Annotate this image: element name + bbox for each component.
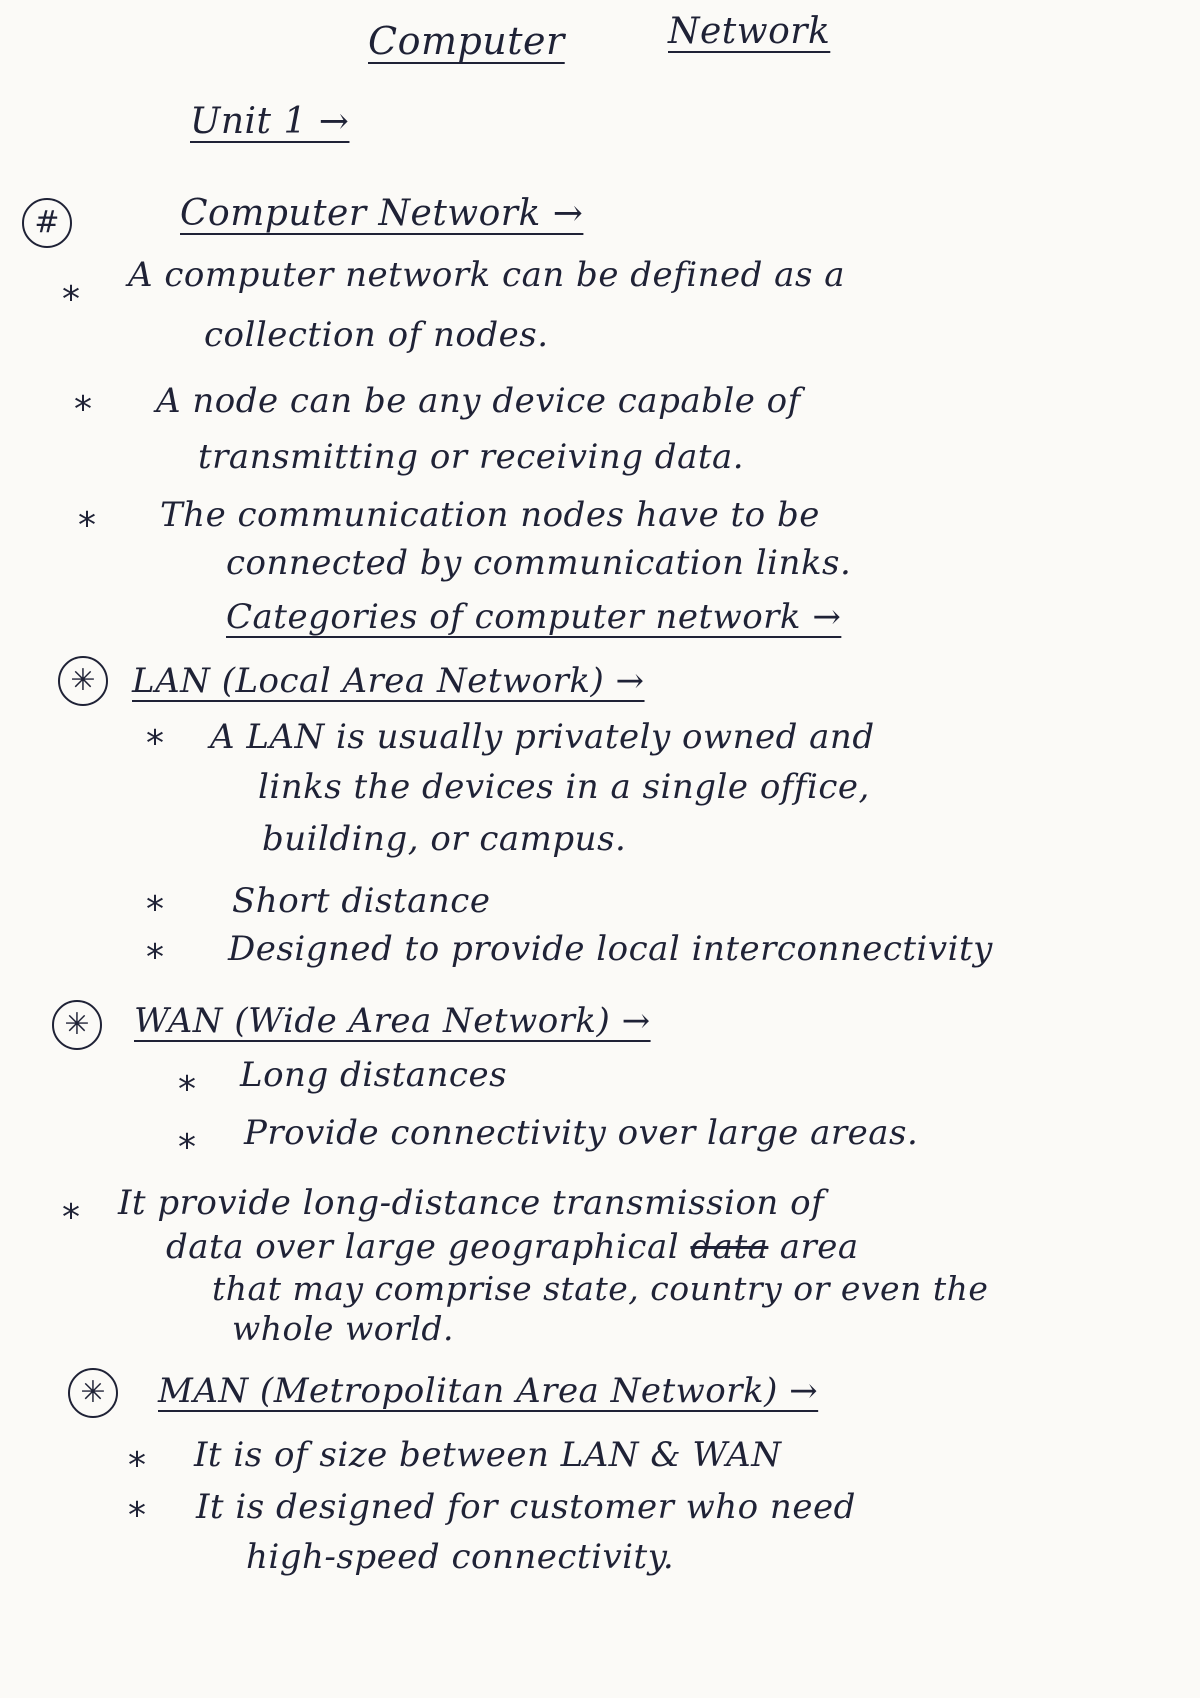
- wan-bullet3-line3: that may comprise state, country or even the: [212, 1269, 989, 1308]
- struck-word: data: [690, 1227, 769, 1267]
- page-title-left: Computer: [368, 19, 565, 63]
- wan-bullet3-line2: [166, 1227, 859, 1267]
- bullet-icon: *: [146, 937, 164, 978]
- cn-bullet3-line1: The communication nodes have to be: [160, 495, 820, 535]
- bullet-icon: *: [78, 505, 96, 546]
- section-title-wan: WAN (Wide Area Network) →: [134, 1001, 651, 1041]
- bullet-icon: *: [128, 1445, 146, 1486]
- wan-bullet3-line4: whole world.: [232, 1309, 454, 1348]
- section-title-computer-network: Computer Network →: [180, 193, 584, 234]
- categories-heading: Categories of computer network →: [226, 597, 842, 637]
- bullet-icon: *: [146, 723, 164, 764]
- lan-bullet1-line3: building, or campus.: [262, 819, 627, 859]
- wan-line2-text-a: data over large geographical: [166, 1227, 680, 1267]
- lan-bullet3: Designed to provide local interconnectivity: [228, 929, 993, 969]
- bullet-icon: *: [74, 389, 92, 430]
- star-mark: ✳: [64, 1007, 90, 1042]
- cn-bullet3-line2: connected by communication links.: [226, 543, 852, 583]
- cn-bullet1-line2: collection of nodes.: [204, 315, 549, 355]
- bullet-icon: *: [62, 1197, 80, 1238]
- page-title-right: Network: [668, 11, 831, 52]
- star-circle-icon: [58, 656, 108, 706]
- bullet-icon: *: [128, 1495, 146, 1536]
- star-mark: ✳: [70, 663, 96, 698]
- lan-bullet1-line2: links the devices in a single office,: [258, 767, 870, 807]
- bullet-icon: *: [62, 279, 80, 320]
- cn-bullet2-line1: A node can be any device capable of: [156, 381, 801, 421]
- wan-bullet3-line1: It provide long-distance transmission of: [118, 1183, 825, 1223]
- cn-bullet1-line1: A computer network can be defined as a: [128, 255, 845, 295]
- star-circle-icon: [68, 1368, 118, 1418]
- wan-bullet2: Provide connectivity over large areas.: [244, 1113, 919, 1153]
- cn-bullet2-line2: transmitting or receiving data.: [198, 437, 745, 477]
- wan-bullet1: Long distances: [240, 1055, 508, 1095]
- man-bullet2-line1: It is designed for customer who need: [196, 1487, 856, 1527]
- man-bullet1: It is of size between LAN & WAN: [194, 1435, 782, 1475]
- star-mark: ✳: [80, 1375, 106, 1410]
- hash-circle-icon: [22, 198, 72, 248]
- bullet-icon: *: [146, 889, 164, 930]
- star-circle-icon: [52, 1000, 102, 1050]
- bullet-icon: *: [178, 1069, 196, 1110]
- bullet-icon: *: [178, 1127, 196, 1168]
- section-title-man: MAN (Metropolitan Area Network) →: [158, 1371, 819, 1411]
- hash-mark: #: [34, 205, 60, 240]
- section-title-lan: LAN (Local Area Network) →: [132, 661, 645, 701]
- man-bullet2-line2: high-speed connectivity.: [246, 1537, 675, 1577]
- lan-bullet2: Short distance: [232, 881, 491, 921]
- wan-line2-text-b: area: [779, 1227, 859, 1267]
- lan-bullet1-line1: A LAN is usually privately owned and: [210, 717, 875, 757]
- unit-heading: Unit 1 →: [190, 101, 350, 142]
